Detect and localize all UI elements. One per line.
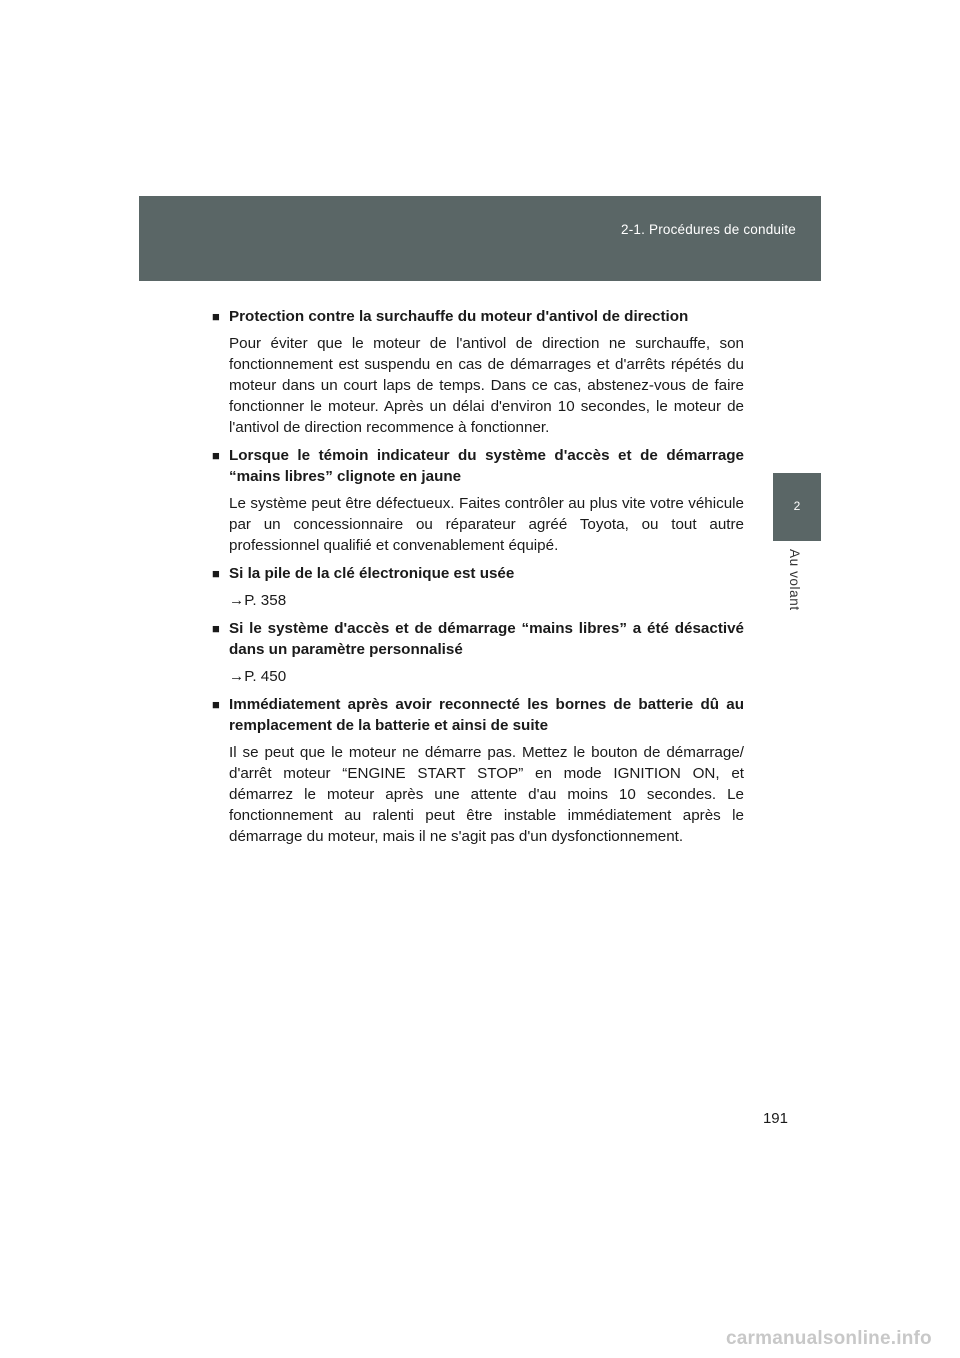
square-bullet-icon: ■ — [212, 566, 220, 581]
heading-text: Protection contre la surchauffe du moteur d'antivol de direction — [229, 308, 689, 325]
chapter-tab[interactable] — [773, 473, 821, 541]
section-heading — [212, 306, 744, 327]
section-heading — [212, 445, 744, 487]
section-steering-lock — [212, 306, 744, 438]
square-bullet-icon: ■ — [212, 448, 220, 463]
square-bullet-icon: ■ — [212, 697, 220, 712]
section-key-battery — [212, 563, 744, 611]
chapter-number: 2 — [793, 499, 801, 513]
watermark: carmanualsonline.info — [726, 1328, 932, 1349]
section-system-disabled — [212, 618, 744, 687]
heading-text: Immédiatement après avoir reconnecté les bornes de batterie dû au remplacement de la batterie et ainsi de suite — [229, 696, 744, 734]
page-number: 191 — [762, 1110, 788, 1127]
page-reference-link[interactable]: →P. 358 — [229, 592, 287, 609]
section-body: Le système peut être défectueux. Faites contrôler au plus vite votre véhicule par un concessionnaire ou réparateur agréé Toyota, ou tout autre professionnel qualifié et convenablement équipé. — [229, 495, 744, 554]
content-area — [212, 306, 744, 854]
square-bullet-icon: ■ — [212, 621, 220, 636]
section-battery-reconnect — [212, 694, 744, 847]
heading-text: Si la pile de la clé électronique est usée — [229, 565, 515, 582]
square-bullet-icon: ■ — [212, 309, 220, 324]
heading-text: Lorsque le témoin indicateur du système d'accès et de démarrage “mains libres” clignote en jaune — [229, 447, 744, 485]
section-indicator-blinks — [212, 445, 744, 556]
page-reference-link[interactable]: →P. 450 — [229, 668, 287, 685]
section-heading — [212, 694, 744, 736]
section-body: Il se peut que le moteur ne démarre pas. Mettez le bouton de démarrage/ d'arrêt moteur “ENGINE START STOP” en mode IGNITION ON, et démarrez le moteur après une attente d'au moins 10 secondes. Le fonctionnement au ralenti peut être instable immédiatement après le démarrage du moteur, mais il ne s'agit pas d'un dysfonctionnement. — [229, 744, 744, 845]
header-band — [139, 196, 821, 281]
section-heading — [212, 563, 744, 584]
chapter-label: Au volant — [787, 549, 802, 611]
section-label: 2-1. Procédures de conduite — [620, 222, 796, 237]
section-body: Pour éviter que le moteur de l'antivol de direction ne surchauffe, son fonctionnement est suspendu en cas de démarrages et d'arrêts répétés du moteur dans un court laps de temps. Dans ce cas, abstenez-vous de faire fonctionner le moteur. Après un délai d'environ 10 secondes, le moteur de l'antivol de direction recommence à fonctionner. — [229, 335, 744, 436]
section-heading — [212, 618, 744, 660]
heading-text: Si le système d'accès et de démarrage “mains libres” a été désactivé dans un paramètre personnalisé — [229, 620, 744, 658]
